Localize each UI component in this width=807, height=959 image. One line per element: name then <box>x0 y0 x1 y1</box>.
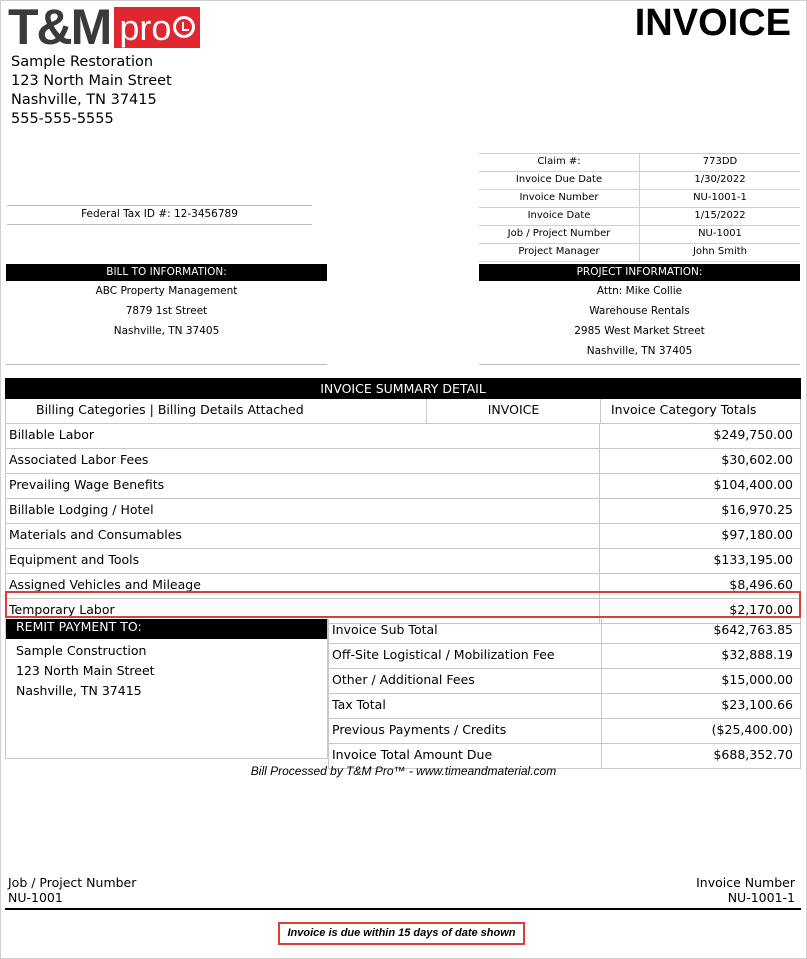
table-row <box>5 499 801 524</box>
category-label: Billable Labor <box>6 424 600 448</box>
meta-value: 1/30/2022 <box>694 174 746 185</box>
project-info-section <box>479 264 800 365</box>
invoice-meta-table <box>479 153 800 262</box>
meta-row <box>479 171 800 189</box>
meta-label: Claim #: <box>479 154 640 171</box>
meta-label: Invoice Date <box>479 208 640 225</box>
bill-to-line: 7879 1st Street <box>125 305 208 317</box>
totals-row <box>328 669 801 694</box>
col-header-invoice: INVOICE <box>427 399 601 423</box>
remit-line: Nashville, TN 37415 <box>16 683 142 698</box>
category-label: Temporary Labor <box>6 599 600 623</box>
remit-payment-section <box>5 619 328 759</box>
project-info-line: Attn: Mike Collie <box>596 285 683 297</box>
logo-pro-badge <box>114 7 200 48</box>
summary-header-row <box>5 399 801 424</box>
table-row <box>5 549 801 574</box>
category-amount: $249,750.00 <box>713 427 793 442</box>
col-header-categories: Billing Categories | Billing Details Attached <box>6 399 427 423</box>
table-row <box>5 424 801 449</box>
footer-divider <box>5 908 801 910</box>
totals-amount: $32,888.19 <box>721 647 793 662</box>
table-row <box>5 524 801 549</box>
bill-to-address <box>6 281 327 365</box>
table-row <box>5 449 801 474</box>
remit-address <box>6 639 327 701</box>
totals-label: Other / Additional Fees <box>329 669 602 693</box>
meta-label: Job / Project Number <box>479 226 640 243</box>
category-label: Associated Labor Fees <box>6 449 600 473</box>
logo-suffix: pro <box>119 6 172 48</box>
company-city: Nashville, TN 37415 <box>11 92 157 108</box>
project-info-header: PROJECT INFORMATION: <box>479 264 800 281</box>
meta-value: NU-1001 <box>698 228 742 239</box>
totals-amount: $23,100.66 <box>721 697 793 712</box>
category-label: Equipment and Tools <box>6 549 600 573</box>
meta-value: NU-1001-1 <box>693 192 747 203</box>
totals-row <box>328 694 801 719</box>
col-header-totals: Invoice Category Totals <box>611 402 757 417</box>
due-terms-note: Invoice is due within 15 days of date shown <box>278 922 525 945</box>
meta-row <box>479 189 800 207</box>
footer-job-label: Job / Project Number <box>8 875 137 890</box>
footer-invoice-value: NU-1001-1 <box>727 890 795 905</box>
meta-row <box>479 207 800 225</box>
remit-header: REMIT PAYMENT TO: <box>6 619 327 639</box>
company-street: 123 North Main Street <box>11 73 172 89</box>
category-amount: $30,602.00 <box>721 452 793 467</box>
totals-amount: $642,763.85 <box>713 622 793 637</box>
temporary-labor-highlight <box>5 591 801 618</box>
totals-label: Invoice Sub Total <box>329 619 602 643</box>
bill-to-header: BILL TO INFORMATION: <box>6 264 327 281</box>
totals-label: Previous Payments / Credits <box>329 719 602 743</box>
footer-invoice-number <box>696 875 795 905</box>
remit-line: 123 North Main Street <box>16 663 155 678</box>
meta-value: 773DD <box>702 156 738 167</box>
processed-by-note: Bill Processed by T&M Pro™ - www.timeandmaterial.com <box>250 764 557 778</box>
totals-amount: $688,352.70 <box>713 747 793 762</box>
project-info-line: 2985 West Market Street <box>574 325 705 337</box>
company-name: Sample Restoration <box>11 54 154 70</box>
totals-row <box>328 644 801 669</box>
invoice-summary-table <box>5 378 801 624</box>
totals-row <box>328 719 801 744</box>
summary-title: INVOICE SUMMARY DETAIL <box>5 378 801 399</box>
company-phone: 555-555-5555 <box>11 111 114 127</box>
bill-to-section <box>6 264 327 365</box>
bill-to-line: Nashville, TN 37405 <box>113 325 220 337</box>
totals-amount: ($25,400.00) <box>711 722 793 737</box>
meta-row <box>479 153 800 171</box>
category-amount: $133,195.00 <box>713 552 793 567</box>
invoice-title: INVOICE <box>634 2 791 44</box>
meta-label: Invoice Due Date <box>479 172 640 189</box>
totals-label: Invoice Total Amount Due <box>329 744 602 768</box>
category-label: Billable Lodging / Hotel <box>6 499 600 523</box>
company-address <box>11 53 172 129</box>
category-amount: $97,180.00 <box>721 527 793 542</box>
project-info-line: Warehouse Rentals <box>589 305 690 317</box>
clock-icon <box>173 16 195 38</box>
remit-line: Sample Construction <box>16 643 147 658</box>
category-amount: $2,170.00 <box>729 602 793 617</box>
totals-table <box>328 619 801 769</box>
tm-pro-logo <box>8 0 200 55</box>
meta-row <box>479 243 800 262</box>
meta-label: Project Manager <box>479 244 640 261</box>
totals-row <box>328 619 801 644</box>
category-label: Assigned Vehicles and Mileage <box>6 574 600 598</box>
footer-invoice-label: Invoice Number <box>696 875 795 890</box>
totals-amount: $15,000.00 <box>721 672 793 687</box>
footer-job-number <box>8 875 136 905</box>
project-info-address <box>479 281 800 365</box>
meta-row <box>479 225 800 243</box>
meta-value: 1/15/2022 <box>694 210 746 221</box>
category-label: Prevailing Wage Benefits <box>6 474 600 498</box>
category-amount: $8,496.60 <box>729 577 793 592</box>
federal-tax-id: Federal Tax ID #: 12-3456789 <box>7 205 312 225</box>
meta-value: John Smith <box>692 246 748 257</box>
project-info-line: Nashville, TN 37405 <box>586 345 693 357</box>
totals-label: Off-Site Logistical / Mobilization Fee <box>329 644 602 668</box>
table-row <box>5 474 801 499</box>
category-amount: $16,970.25 <box>721 502 793 517</box>
meta-label: Invoice Number <box>479 190 640 207</box>
category-label: Materials and Consumables <box>6 524 600 548</box>
totals-label: Tax Total <box>329 694 602 718</box>
logo-brand: T&M <box>8 0 111 55</box>
category-amount: $104,400.00 <box>713 477 793 492</box>
footer-job-value: NU-1001 <box>8 890 63 905</box>
bill-to-line: ABC Property Management <box>95 285 238 297</box>
